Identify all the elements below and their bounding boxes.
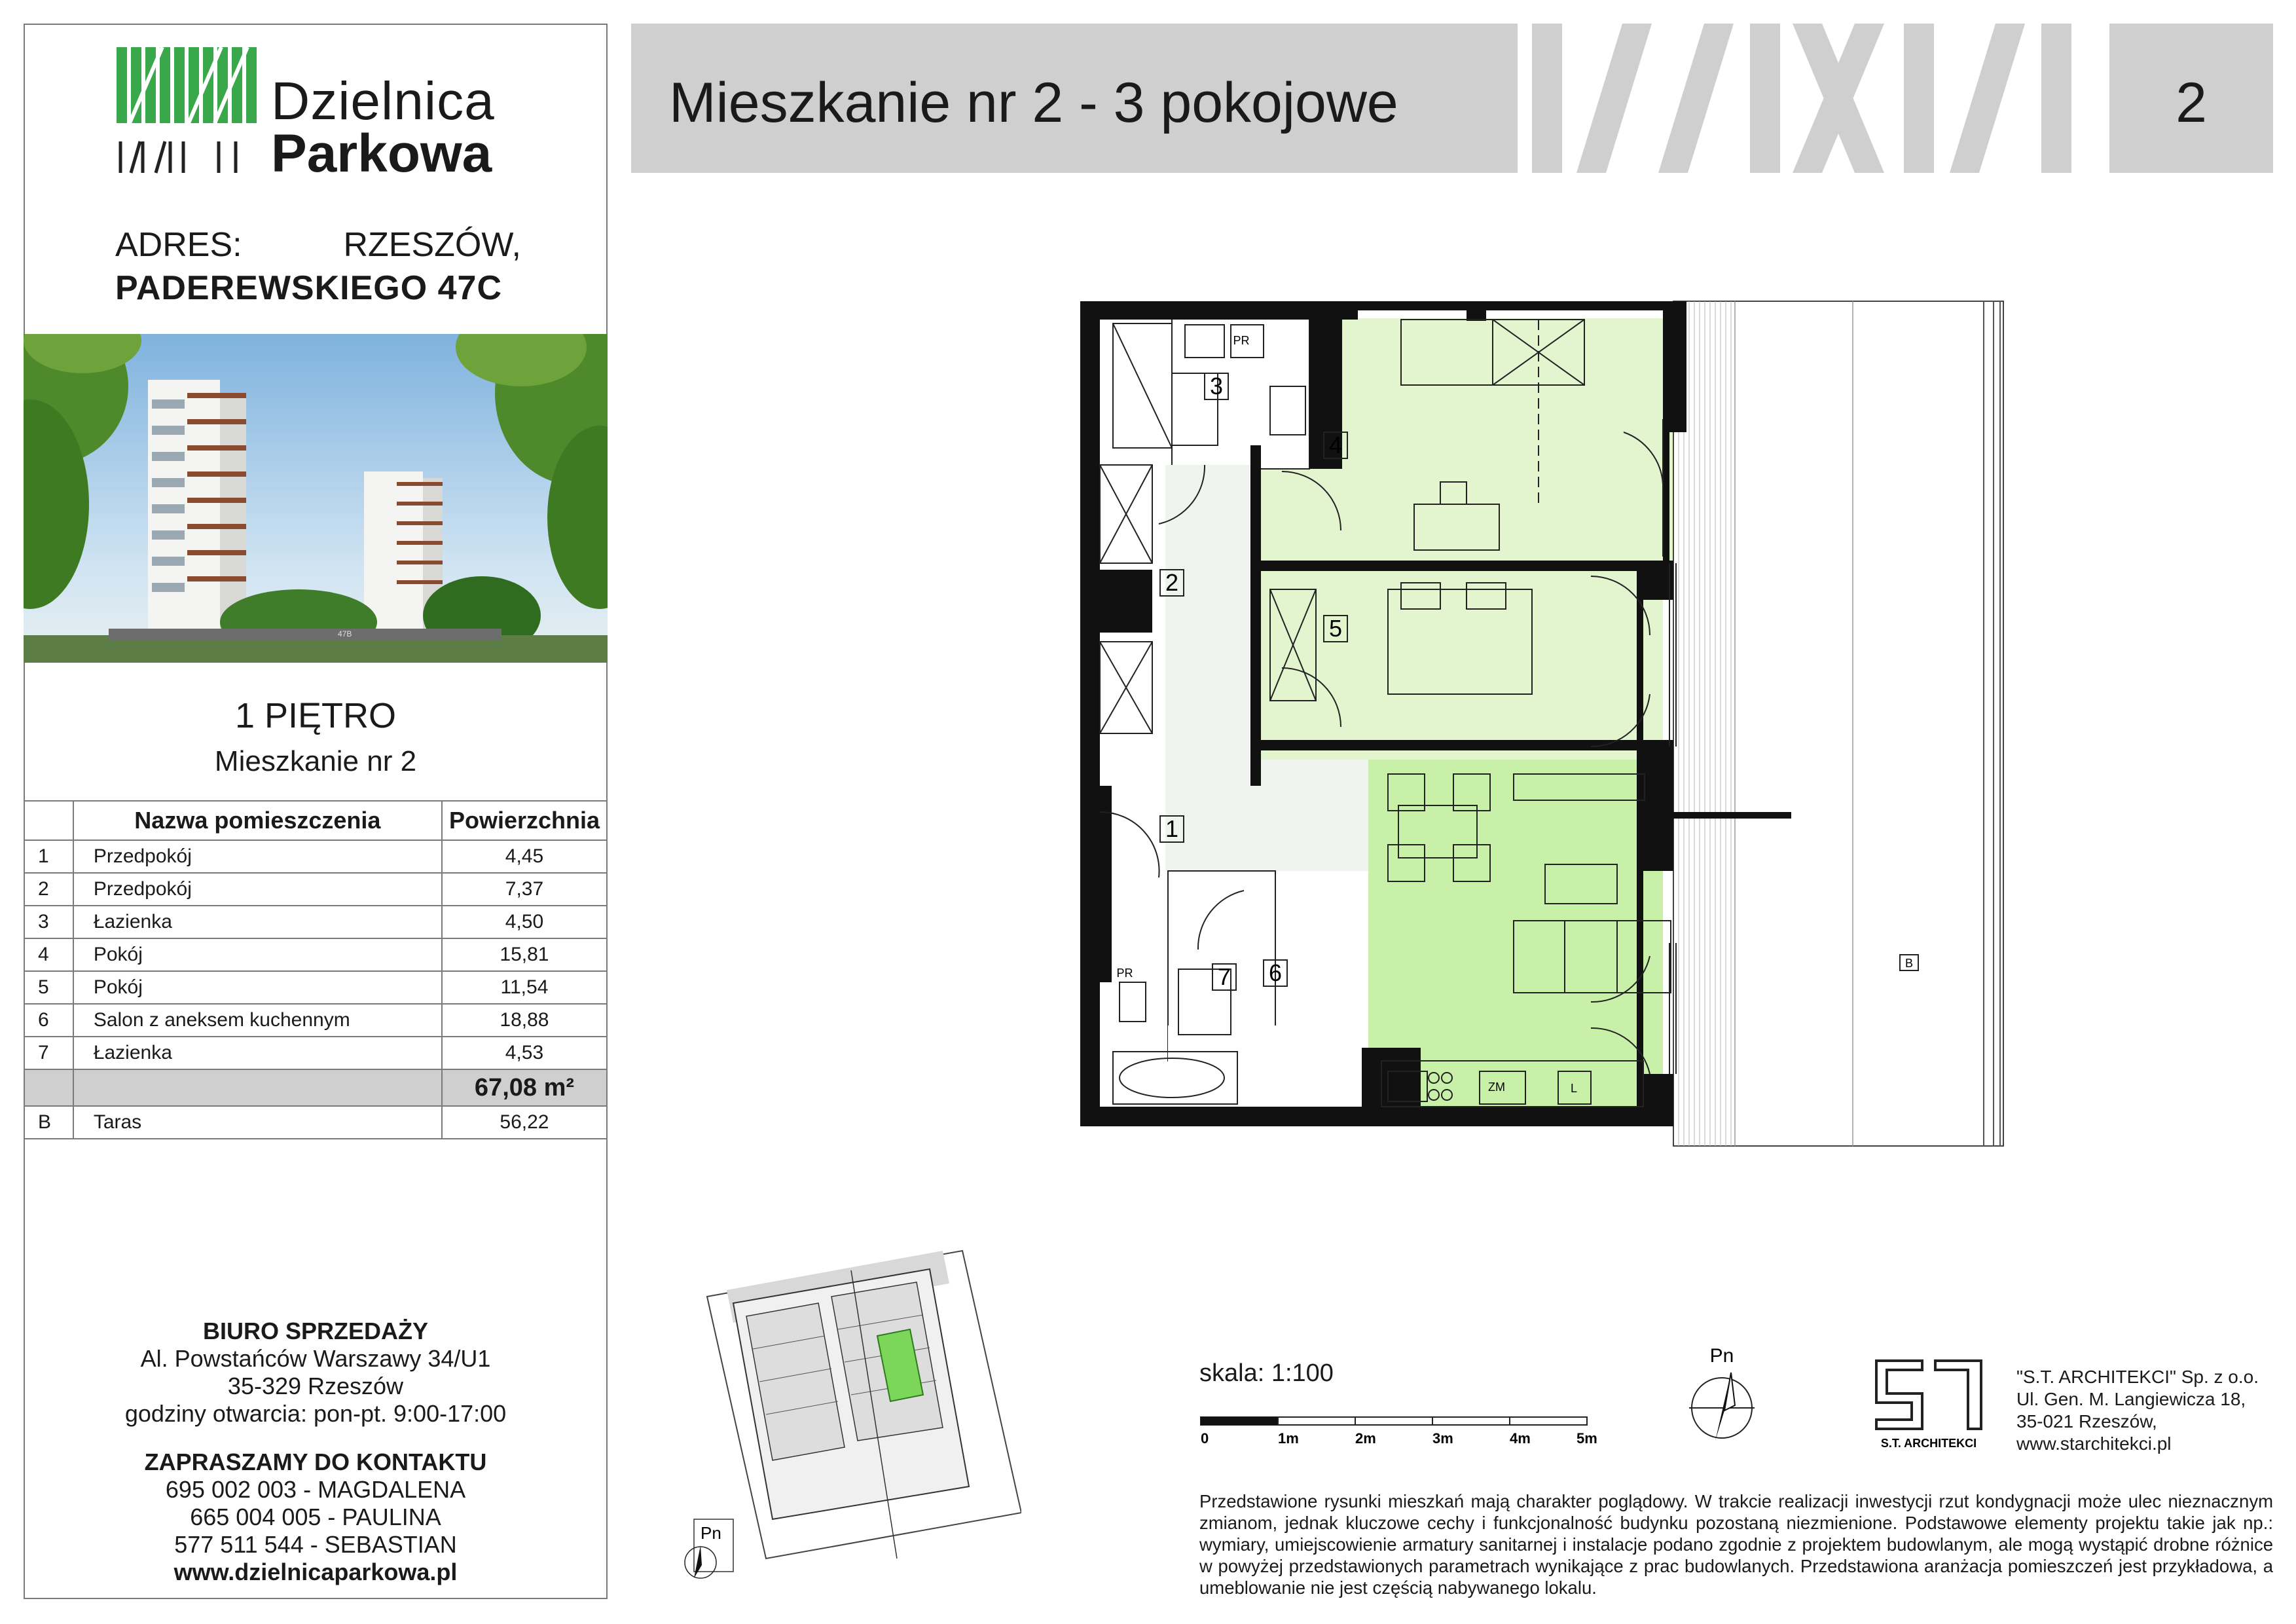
floor-title: 1 PIĘTRO	[234, 696, 397, 735]
sales-hours: godziny otwarcia: pon-pt. 9:00-17:00	[124, 1400, 507, 1427]
architect-city: 35-021 Rzeszów,	[2016, 1411, 2157, 1431]
north-label: Pn	[1709, 1345, 1734, 1367]
contact-phone: 577 511 544 - SEBASTIAN	[174, 1531, 457, 1558]
l-label: L	[1570, 1082, 1578, 1095]
table-header-area: Powierzchnia	[442, 801, 607, 840]
address-city: RZESZÓW,	[343, 226, 521, 264]
sales-office	[24, 1318, 608, 1428]
pr-label-bottom: PR	[1116, 967, 1133, 980]
table-row-terrace: B Taras 56,22	[24, 1106, 607, 1139]
pr-label-top: PR	[1233, 334, 1250, 347]
sales-title: BIURO SPRZEDAŻY	[202, 1318, 429, 1344]
contact-title: ZAPRASZAMY DO KONTAKTU	[144, 1449, 487, 1475]
sales-city: 35-329 Rzeszów	[227, 1373, 404, 1399]
contact-phone: 665 004 005 - PAULINA	[190, 1504, 441, 1530]
table-row: 6 Salon z aneksem kuchennym 18,88	[24, 1004, 607, 1037]
floor-plan	[982, 288, 2056, 1166]
room-label-1: 1	[1165, 815, 1179, 842]
architect-logo	[1870, 1356, 1988, 1454]
scale-tick: 0	[1201, 1430, 1209, 1447]
page-title: Mieszkanie nr 2 - 3 pokojowe	[669, 71, 1398, 134]
flat-title: Mieszkanie nr 2	[214, 745, 417, 777]
scale-tick: 5m	[1576, 1430, 1597, 1447]
scale-tick: 3m	[1432, 1430, 1453, 1447]
rooms-table	[24, 800, 608, 1139]
table-header-no	[24, 801, 73, 840]
table-header	[24, 801, 607, 840]
building-label: 47B	[338, 629, 352, 638]
brand-name-line2: Parkowa	[271, 124, 492, 183]
building-photo	[24, 334, 608, 663]
contact-block	[24, 1449, 608, 1586]
scale-tick: 4m	[1510, 1430, 1531, 1447]
site-north-label: Pn	[701, 1523, 721, 1543]
scale-label: skala: 1:100	[1199, 1359, 1334, 1387]
zm-label: ZM	[1488, 1080, 1505, 1094]
header-decoration	[1518, 24, 2107, 173]
room-label-2: 2	[1165, 569, 1179, 596]
architect-logo-caption: S.T. ARCHITEKCI	[1880, 1437, 1977, 1450]
architect-street: Ul. Gen. M. Langiewicza 18,	[2016, 1389, 2246, 1409]
table-row: 4 Pokój 15,81	[24, 938, 607, 971]
sales-address: Al. Powstańców Warszawy 34/U1	[140, 1345, 491, 1372]
address-label: ADRES:	[115, 226, 242, 264]
room-5-fill	[1257, 563, 1663, 760]
room-label-7: 7	[1217, 963, 1231, 990]
total-area: 67,08 m²	[442, 1069, 607, 1106]
scale-bar	[1199, 1414, 1605, 1460]
disclaimer: Przedstawione rysunki mieszkań mają charakter poglądowy. W trakcie realizacji inwestycji rzut kondygnacji może ulec nieznacznym zmianom, jednak kluczowe cechy i funkcjonalność budynku pozostaną niezmienione. Podstawowe elementy projektu takie jak np.: wymiary, umiejscowienie armatury sanitarnej i instalacje podano zgodnie z projektem budowlanym, ale mogą wystąpić drobne różnice w powyżej przedstawionych parametrach wynikające z prac budowlanych. Przedstawiona aranżacja pomieszczeń jest przykładowa, a umeblowanie nie jest częścią nabywanego lokalu.	[1199, 1491, 2273, 1598]
scale-tick: 2m	[1355, 1430, 1376, 1447]
table-row: 7 Łazienka 4,53	[24, 1037, 607, 1069]
room-label-4: 4	[1328, 432, 1343, 458]
architect-website[interactable]: www.starchitekci.pl	[2016, 1433, 2172, 1454]
room-label-3: 3	[1209, 373, 1224, 399]
table-row: 2 Przedpokój 7,37	[24, 873, 607, 906]
room-label-6: 6	[1268, 959, 1283, 986]
architect-name: "S.T. ARCHITEKCI" Sp. z o.o.	[2016, 1367, 2259, 1387]
scale-tick: 1m	[1278, 1430, 1299, 1447]
architect-info	[2016, 1366, 2259, 1455]
address-line	[115, 225, 521, 265]
table-header-name: Nazwa pomieszczenia	[73, 801, 442, 840]
website-link[interactable]: www.dzielnicaparkowa.pl	[173, 1559, 458, 1585]
room-2-fill	[1165, 465, 1257, 694]
room-label-5: 5	[1328, 615, 1343, 642]
site-key-plan	[655, 1231, 1021, 1585]
table-row: 3 Łazienka 4,50	[24, 906, 607, 938]
brand-name-line1: Dzielnica	[271, 71, 495, 131]
terrace-label: B	[1904, 957, 1914, 970]
page-number: 2	[2176, 71, 2207, 134]
table-total-row	[24, 1069, 607, 1106]
contact-phone: 695 002 003 - MAGDALENA	[165, 1476, 466, 1503]
north-arrow-icon	[1683, 1342, 1761, 1447]
address-street: PADEREWSKIEGO 47C	[115, 269, 503, 307]
table-row: 5 Pokój 11,54	[24, 971, 607, 1004]
table-row: 1 Przedpokój 4,45	[24, 840, 607, 873]
terrace-fill	[1673, 301, 2003, 1146]
